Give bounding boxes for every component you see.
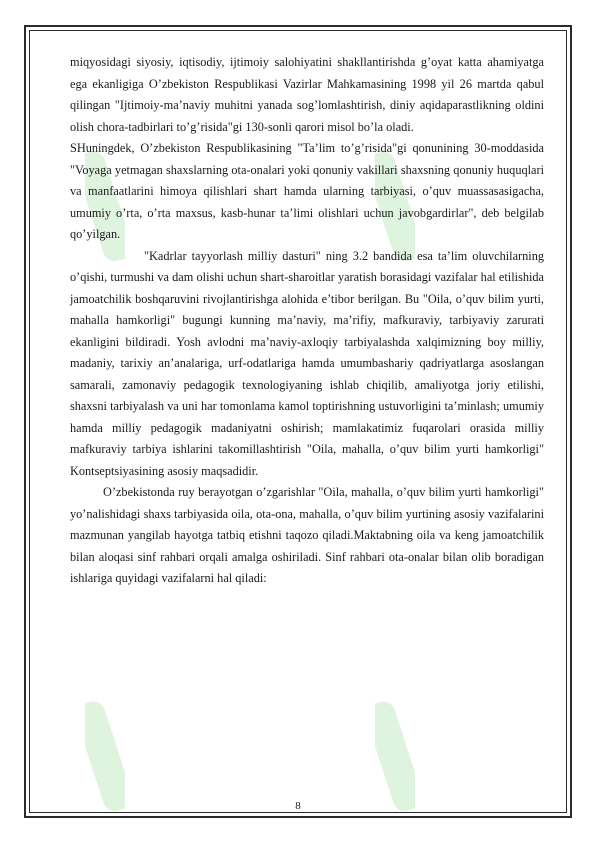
paragraph-1: miqyosidagi siyosiy, iqtisodiy, ijtimoiy salohiyatini shakllantirishda g’oyat katta ahamiyatga ega ekanligiga O’zbekiston Respublikasi Vazirlar Mahkamasining 1998 yil 26 martda qabul qilingan "Ijtimoiy-ma’naviy muhitni yanada sog’lomlashtirish, diniy aqidaparastlikning oldini olish chora-tadbirlari to’g’risida"gi 130-sonli qarori misol bo’la oladi. <box>70 55 544 134</box>
document-body <box>70 52 544 590</box>
paragraph-4: O’zbekistonda ruy berayotgan o’zgarishlar "Oila, mahalla, o’quv bilim yurti hamkorligi" yo’nalishidagi shaxs tarbiyasida oila, ota-ona, mahalla, o’quv bilim yurtining asosiy vazifalarini mazmunan yangilab hayotga tatbiq etishni taqozo qiladi.Maktabning oila va keng jamoatchilik bilan aloqasi sinf rahbari orqali amalga oshiriladi. Sinf rahbari ota-onalar bilan olib boradigan ishlariga quyidagi vazifalarni hal qiladi: <box>70 485 544 585</box>
paragraph-2: SHuningdek, O’zbekiston Respublikasining "Ta’lim to’g’risida"gi qonunining 30-moddasida "Voyaga yetmagan shaxslarning ota-onalari yoki qonuniy vakillari shaxsning qonuniy huquqlari va manfaatlarini himoya qilishlari shart hamda ularning tarbiyasi, o’quv muassasasigacha, umumiy o’rta, o’rta maxsus, kasb-hunar ta’limi olishlari uchun javobgardirlar", deb belgilab qo’yilgan. <box>70 141 544 241</box>
paragraph-3: "Kadrlar tayyorlash milliy dasturi" ning 3.2 bandida esa ta’lim oluvchilarning o’qishi, turmushi va dam olishi uchun shart-sharoitlar yaratish borasidagi vazifalar hal etilishida jamoatchilik boshqaruvini rivojlantirishga alohida e’tibor berilgan. Bu "Oila, o’quv bilim yurti, mahalla hamkorligi" bugungi kunning ma’naviy, ma’rifiy, mafkuraviy, tarbiyaviy zarurati ekanligini bildiradi. Yosh avlodni ma’naviy-axloqiy tarbiyalashda xalqimizning boy milliy, madaniy, tarixiy an’analariga, urf-odatlariga hamda umumbashariy qadriyatlarga asoslangan samarali, zamonaviy pedagogik texnologiyaning ishlab chiqilib, amaliyotga joriy etilishi, shaxsni tarbiyalash va uni har tomonlama kamol toptirishning ustuvorligini ta’minlash; umumiy hamda milliy pedagogik madaniyatni oshirish; mamlakatimiz fuqarolari orasida milliy mafkuraviy tarbiya ishlarini takomillashtirish "Oila, mahalla, o’quv bilim yurti hamkorligi" Kontseptsiyasining asosiy maqsadidir. <box>70 248 544 478</box>
page-number: 8 <box>295 800 301 812</box>
